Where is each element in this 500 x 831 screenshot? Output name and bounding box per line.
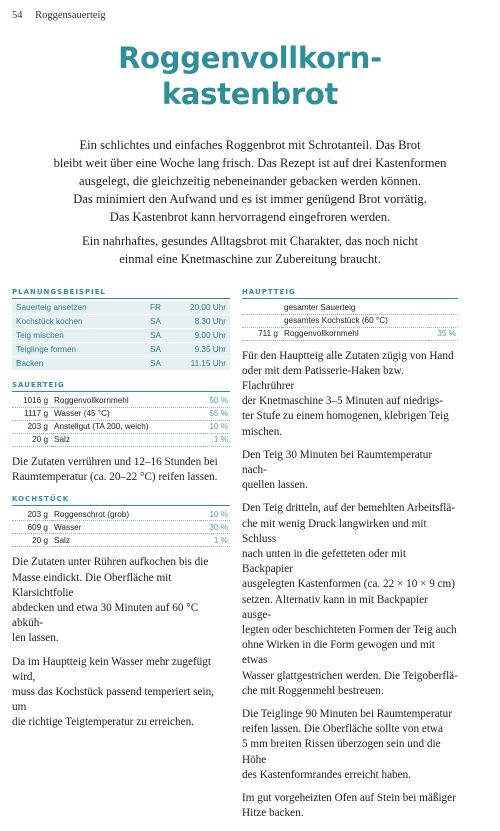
step-cell: Sauerteig ansetzen (12, 301, 146, 315)
table-row (242, 314, 458, 327)
ingredient-cell: Salz (52, 433, 200, 446)
text-line: des Kastenformrandes erreicht haben. (242, 768, 411, 781)
planning-section (12, 288, 230, 371)
planning-table (12, 301, 230, 371)
text-line: abdecken und etwa 30 Minuten auf 60 °C abküh- (12, 602, 199, 630)
amount-cell: 20 g (12, 534, 52, 547)
text-line: mischen. (242, 425, 283, 438)
recipe-title (0, 40, 500, 112)
table-row (242, 327, 458, 340)
sauerteig-instructions (12, 455, 230, 485)
intro (40, 136, 460, 274)
text-line: die richtige Teigtemperatur zu erreichen. (12, 716, 194, 729)
text-line: oder mit dem Patisserie-Haken bzw. Flachrührer (242, 364, 404, 392)
paragraph (12, 655, 230, 731)
right-column (242, 288, 458, 831)
step-cell: Kochstück kochen (12, 315, 146, 329)
amount-cell: 609 g (12, 521, 52, 534)
recipe-title-line-2: kastenbrot (161, 77, 339, 111)
paragraph (12, 555, 230, 646)
text-line: Den Teig dritteln, auf der bemehlten Arbeitsflä- (242, 502, 456, 515)
amount-cell: 203 g (12, 420, 52, 433)
table-row (242, 301, 458, 314)
text-line: len lassen. (12, 632, 59, 645)
running-head (12, 10, 106, 21)
intro-line: Das minimiert den Aufwand und es ist immer genügend Brot vorrätig. (73, 192, 427, 206)
left-column (12, 288, 230, 741)
ingredient-cell: Anstellgut (TA 200, weich) (52, 420, 200, 433)
intro-line: ausgelegt, die gleichzeitig nebeneinander gebacken werden können. (79, 174, 421, 188)
ingredient-cell: gesamtes Kochstück (60 °C) (282, 314, 428, 327)
table-row (12, 315, 230, 329)
percent-cell: 10 % (200, 420, 230, 433)
ingredient-cell: Wasser (45 °C) (52, 407, 200, 420)
sauerteig-title: SAUERTEIG (12, 381, 230, 392)
amount-cell (242, 301, 282, 314)
amount-cell: 20 g (12, 433, 52, 446)
percent-cell: 50 % (200, 394, 230, 407)
page-number: 54 (12, 10, 23, 21)
percent-cell: 1 % (200, 534, 230, 547)
intro-line: Ein nahrhaftes, gesundes Alltagsbrot mit Charakter, das noch nicht (82, 234, 418, 248)
time-cell: 8.30 Uhr (174, 315, 230, 329)
text-line: ausgelegten Kastenformen (ca. 22 × 10 × 9 cm) (242, 578, 455, 591)
text-line: der Knetmaschine 3–5 Minuten auf niedrigs- (242, 395, 444, 408)
table-row (12, 301, 230, 315)
running-title: Roggensauerteig (35, 10, 106, 21)
time-cell: 20.00 Uhr (174, 301, 230, 315)
table-row (12, 420, 230, 433)
text-line: Da im Hauptteig kein Wasser mehr zugefügt wird, (12, 655, 211, 683)
ingredient-cell: Wasser (52, 521, 200, 534)
text-line: ohne Wirken in die Form gewogen und mit etwas (242, 639, 435, 667)
ingredient-cell: Salz (52, 534, 200, 547)
kochstueck-title: KOCHSTÜCK (12, 495, 230, 506)
text-line: che mit Roggenmehl bestreuen. (242, 684, 384, 697)
text-line: ter Stufe zu einem homogenen, klebrigen Teig (242, 410, 449, 423)
step-cell: Teiglinge formen (12, 343, 146, 357)
text-line: quellen lassen. (242, 479, 308, 492)
amount-cell: 1117 g (12, 407, 52, 420)
step-cell: Teig mischen (12, 329, 146, 343)
amount-cell (242, 314, 282, 327)
amount-cell: 1016 g (12, 394, 52, 407)
time-cell: 9.00 Uhr (174, 329, 230, 343)
intro-line: Das Kastenbrot kann hervorragend eingefroren werden. (109, 210, 391, 224)
time-cell: 11.15 Uhr (174, 357, 230, 371)
table-row (12, 394, 230, 407)
time-cell: 9.35 Uhr (174, 343, 230, 357)
text-line: Die Zutaten unter Rühren aufkochen bis die (12, 556, 209, 569)
sauerteig-section (12, 381, 230, 485)
day-cell: SA (146, 343, 174, 357)
text-line: Im gut vorgeheizten Ofen auf Stein bei mäßiger (242, 791, 456, 804)
text-line: Masse eindickt. Die Oberfläche mit Klarsichtfolie (12, 571, 172, 599)
text-line: Raumtemperatur (ca. 20–22 °C) reifen lassen. (12, 470, 218, 483)
table-row (12, 407, 230, 420)
kochstueck-section (12, 495, 230, 731)
paragraph (12, 455, 230, 485)
text-line: Für den Hauptteig alle Zutaten zügig von Hand (242, 349, 454, 362)
intro-line: Ein schlichtes und einfaches Roggenbrot mit Schrotanteil. Das Brot (79, 138, 421, 152)
text-line: Wasser glattgestrichen werden. Die Teigoberflä- (242, 669, 458, 682)
paragraph (242, 448, 458, 494)
paragraph (242, 501, 458, 699)
text-line: nach unten in die gefetteten oder mit Backpapier (242, 547, 407, 576)
percent-cell: 1 % (200, 433, 230, 446)
day-cell: SA (146, 357, 174, 371)
table-row (12, 433, 230, 446)
text-line: Die Zutaten verrühren und 12–16 Stunden bei (12, 455, 218, 468)
text-line: legten oder beschichteten Formen der Teig auch (242, 623, 457, 636)
intro-line: bleibt weit über eine Woche lang frisch. Das Rezept ist auf drei Kastenformen (53, 156, 447, 170)
text-line: Die Teiglinge 90 Minuten bei Raumtemperatur (242, 707, 452, 720)
text-line: che mit wenig Druck langwirken und mit Schluss (242, 517, 427, 545)
paragraph (242, 791, 458, 821)
sauerteig-table (12, 394, 230, 447)
table-row (12, 329, 230, 343)
intro-line: einmal eine Knetmaschine zur Zubereitung braucht. (119, 252, 381, 266)
ingredient-cell: Roggenschrot (grob) (52, 508, 200, 521)
intro-paragraph-1 (40, 136, 460, 226)
ingredient-cell: gesamter Sauerteig (282, 301, 428, 314)
table-row (12, 343, 230, 357)
percent-cell (428, 314, 458, 327)
amount-cell: 203 g (12, 508, 52, 521)
intro-paragraph-2 (40, 232, 460, 268)
text-line: setzen. Alternativ kann in mit Backpapier ausge- (242, 593, 428, 621)
table-row (12, 357, 230, 371)
table-row (12, 534, 230, 547)
day-cell: SA (146, 329, 174, 343)
percent-cell: 35 % (428, 327, 458, 340)
text-line: muss das Kochstück passend temperiert sein, um (12, 686, 214, 714)
kochstueck-instructions (12, 555, 230, 730)
table-row (12, 521, 230, 534)
planning-title: PLANUNGSBEISPIEL (12, 288, 230, 299)
paragraph (242, 707, 458, 783)
text-line: Den Teig 30 Minuten bei Raumtemperatur nach- (242, 448, 433, 476)
paragraph (242, 349, 458, 440)
percent-cell (428, 301, 458, 314)
recipe-title-line-1: Roggenvollkorn- (118, 41, 382, 75)
day-cell: SA (146, 315, 174, 329)
hauptteig-section (242, 288, 458, 821)
text-line: reifen lassen. Die Oberfläche sollte von etwa (242, 723, 443, 736)
amount-cell: 711 g (242, 327, 282, 340)
text-line: 5 mm breiten Rissen überzogen sein und die Höhe (242, 738, 441, 766)
text-line: Hitze backen. (242, 807, 304, 820)
table-row (12, 508, 230, 521)
day-cell: FR (146, 301, 174, 315)
kochstueck-table (12, 508, 230, 548)
step-cell: Backen (12, 357, 146, 371)
hauptteig-table (242, 301, 458, 341)
hauptteig-instructions (242, 349, 458, 822)
ingredient-cell: Roggenvollkornmehl (282, 327, 428, 340)
percent-cell: 55 % (200, 407, 230, 420)
hauptteig-title: HAUPTTEIG (242, 288, 458, 299)
percent-cell: 30 % (200, 521, 230, 534)
percent-cell: 10 % (200, 508, 230, 521)
ingredient-cell: Roggenvollkornmehl (52, 394, 200, 407)
